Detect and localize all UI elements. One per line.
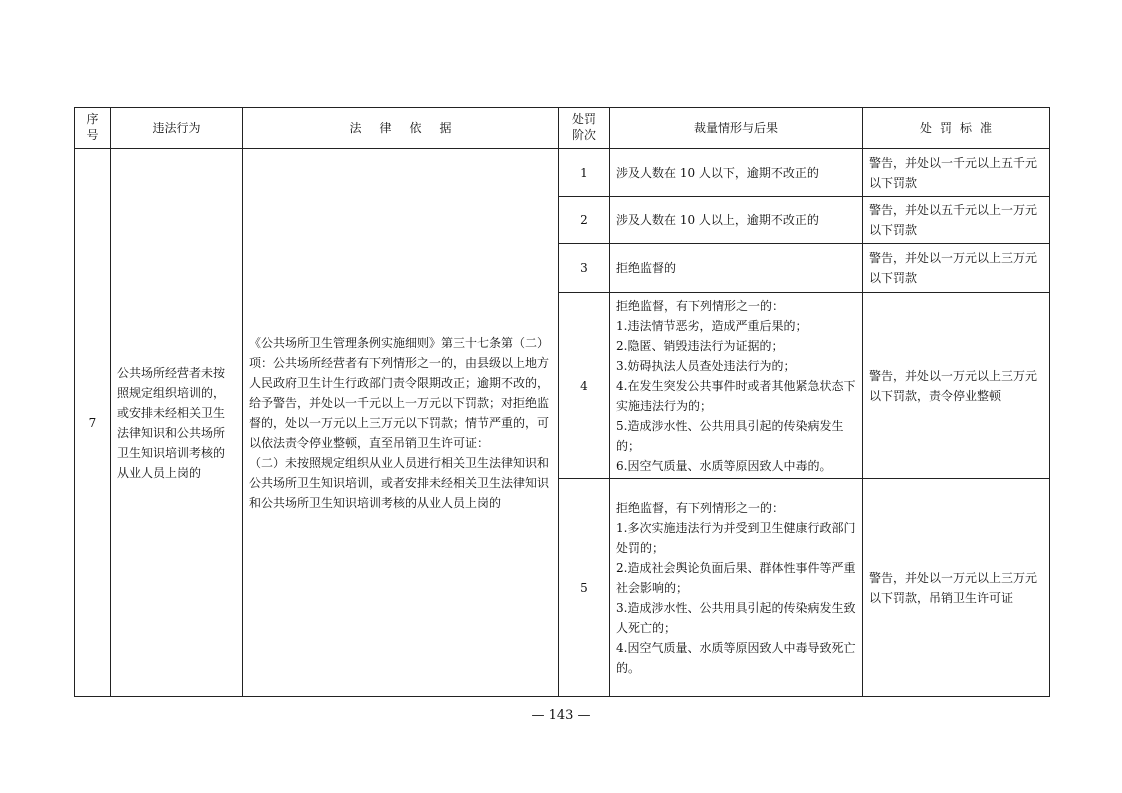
page-number: — 143 — <box>531 708 591 723</box>
header-violation: 违法行为 <box>111 108 243 149</box>
header-row <box>75 108 1050 149</box>
header-seq-line2: 号 <box>86 128 99 142</box>
header-standard-text: 处罚标准 <box>919 121 1000 135</box>
level-circumstance: 拒绝监督的 <box>610 244 863 293</box>
circumstance-line: 2.隐匿、销毁违法行为证据的； <box>616 338 784 353</box>
level-circumstance <box>610 293 863 479</box>
level-standard: 警告，并处以一万元以上三万元以下罚款，责令停业整顿 <box>863 293 1050 479</box>
row-seq: 7 <box>75 149 111 697</box>
row-legal-basis <box>243 149 559 697</box>
circumstance-line: 3.造成涉水性、公共用具引起的传染病发生致人死亡的； <box>616 600 856 635</box>
circumstance-line: 5.造成涉水性、公共用具引起的传染病发生的； <box>616 418 844 453</box>
level-order: 3 <box>559 244 610 293</box>
header-legal-basis-text: 法律依据 <box>349 121 470 135</box>
header-standard <box>863 108 1050 149</box>
legal-basis-paragraph-1: 《公共场所卫生管理条例实施细则》第三十七条第（二）项：公共场所经营者有下列情形之一的，由县级以上地方人民政府卫生计生行政部门责令限期改正；逾期不改的，给予警告，并处以一千元以上一万元以下罚款；对拒绝监督的，处以一万元以上三万元以下罚款；情节严重的，可以依法责令停业整顿，直至吊销卫生许可证： <box>249 335 550 450</box>
row-violation: 公共场所经营者未按照规定组织培训的，或安排未经相关卫生法律知识和公共场所卫生知识培训考核的从业人员上岗的 <box>111 149 243 697</box>
circumstance-line: 3.妨碍执法人员查处违法行为的； <box>616 358 796 373</box>
table-row <box>75 149 1050 197</box>
circumstance-line: 拒绝监督，有下列情形之一的： <box>616 500 785 515</box>
circumstance-line: 6.因空气质量、水质等原因致人中毒的。 <box>616 458 832 473</box>
header-penalty-order-line2: 阶次 <box>571 128 596 142</box>
legal-basis-paragraph-2: （二）未按照规定组织从业人员进行相关卫生法律知识和公共场所卫生知识培训，或者安排未经相关卫生法律知识和公共场所卫生知识培训考核的从业人员上岗的 <box>249 455 550 510</box>
circumstance-line: 1.多次实施违法行为并受到卫生健康行政部门处罚的； <box>616 520 856 555</box>
circumstance-line: 拒绝监督，有下列情形之一的： <box>616 298 785 313</box>
level-order: 4 <box>559 293 610 479</box>
header-legal-basis <box>243 108 559 149</box>
level-order: 2 <box>559 197 610 244</box>
header-circumstances: 裁量情形与后果 <box>610 108 863 149</box>
level-circumstance: 涉及人数在 10 人以上，逾期不改正的 <box>610 197 863 244</box>
level-order: 5 <box>559 479 610 697</box>
circumstance-line: 2.造成社会舆论负面后果、群体性事件等严重社会影响的； <box>616 560 856 595</box>
level-circumstance <box>610 479 863 697</box>
circumstance-line: 1.违法情节恶劣，造成严重后果的； <box>616 318 808 333</box>
level-order: 1 <box>559 149 610 197</box>
penalty-table <box>74 107 1050 697</box>
header-seq <box>75 108 111 149</box>
circumstance-line: 4.在发生突发公共事件时或者其他紧急状态下实施违法行为的； <box>616 378 856 413</box>
level-standard: 警告，并处以五千元以上一万元以下罚款 <box>863 197 1050 244</box>
circumstance-line: 4.因空气质量、水质等原因致人中毒导致死亡的。 <box>616 640 856 675</box>
header-penalty-order-line1: 处罚 <box>571 112 596 126</box>
level-standard: 警告，并处以一千元以上五千元以下罚款 <box>863 149 1050 197</box>
header-penalty-order <box>559 108 610 149</box>
level-standard: 警告，并处以一万元以上三万元以下罚款 <box>863 244 1050 293</box>
level-standard: 警告，并处以一万元以上三万元以下罚款，吊销卫生许可证 <box>863 479 1050 697</box>
header-seq-line1: 序 <box>86 112 99 126</box>
level-circumstance: 涉及人数在 10 人以下，逾期不改正的 <box>610 149 863 197</box>
